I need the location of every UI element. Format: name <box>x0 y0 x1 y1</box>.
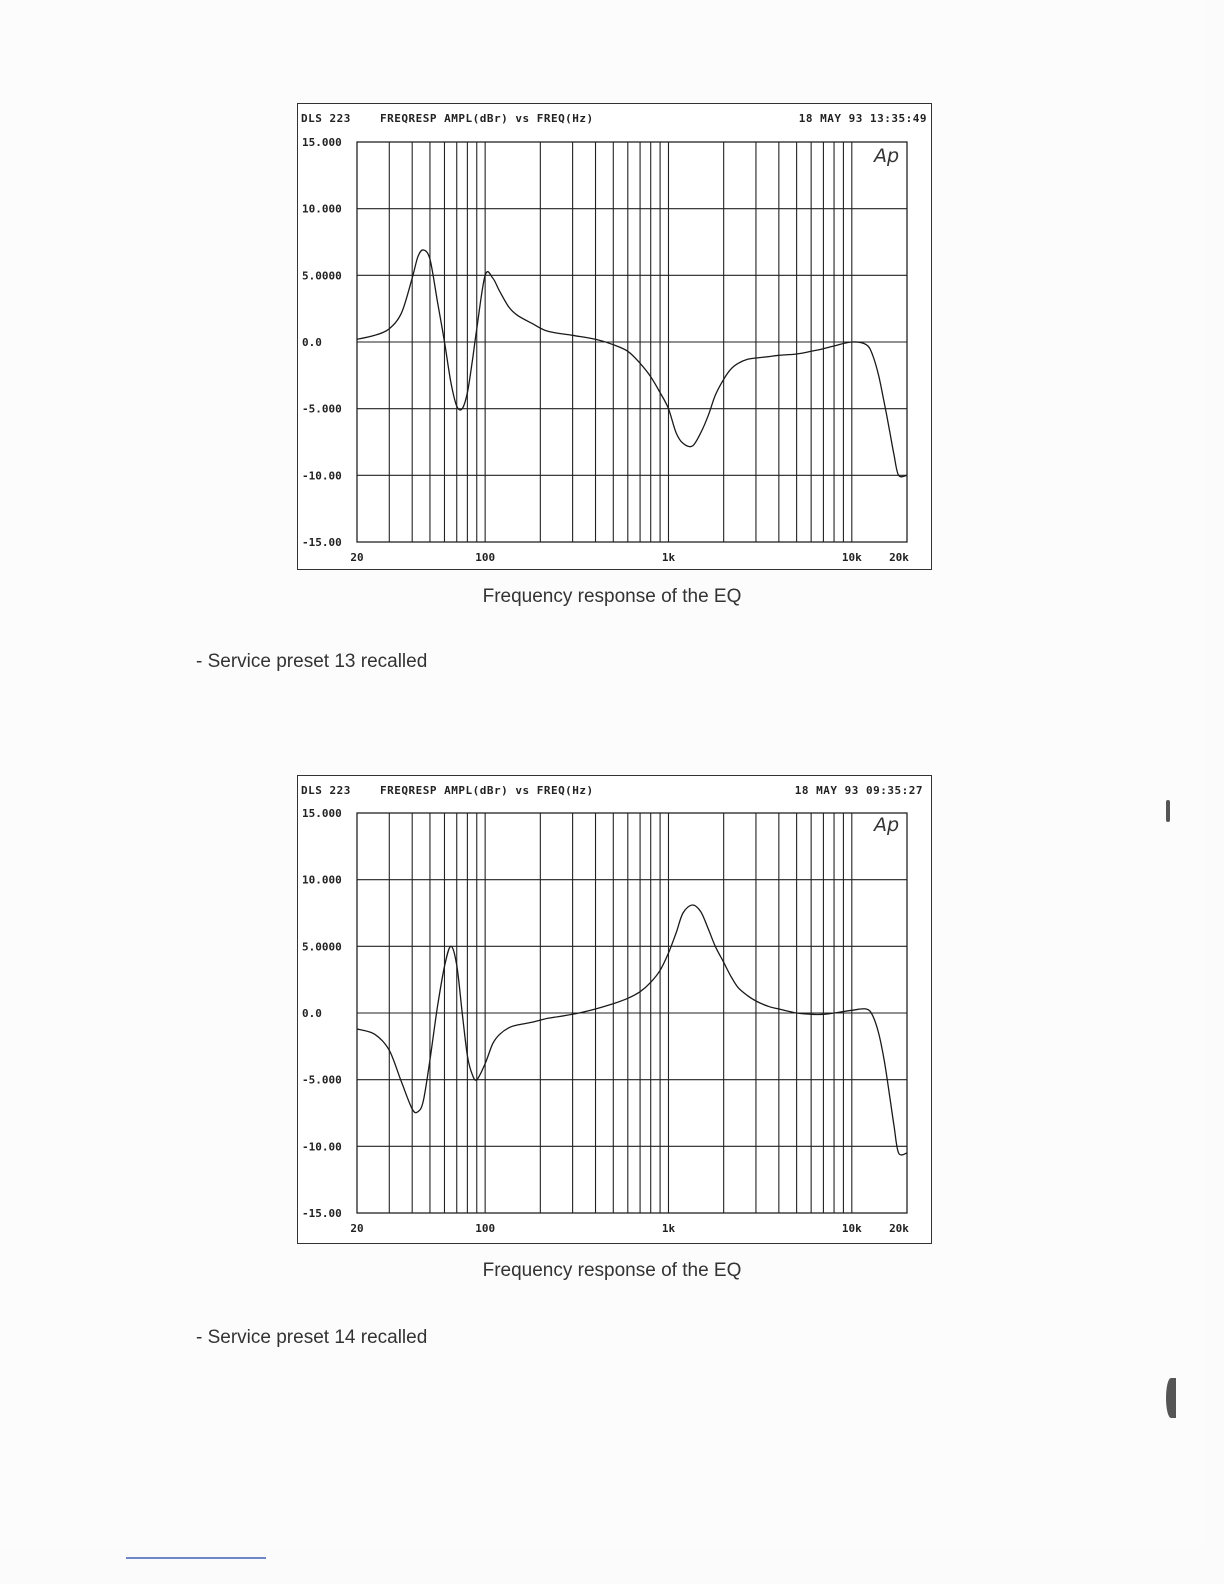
x-tick-label: 1k <box>661 551 676 564</box>
y-tick-label: 10.000 <box>302 202 342 216</box>
analyzer-logo-mark: Ap <box>874 145 900 167</box>
chart-frame <box>297 775 932 1244</box>
chart-caption: Frequency response of the EQ <box>482 586 742 607</box>
scan-edge-mark <box>1166 800 1170 822</box>
response-curve <box>357 905 907 1155</box>
y-tick-label: -15.00 <box>302 1207 342 1220</box>
y-tick-label: 0.0 <box>302 1007 322 1020</box>
chart-header-timestamp: 18 MAY 93 13:35:49 <box>798 112 927 125</box>
chart-header-left: DLS 223 <box>301 112 351 125</box>
x-tick-label: 100 <box>475 551 496 564</box>
response-curve <box>357 250 907 477</box>
x-tick-label: 10k <box>841 1222 862 1235</box>
note-text: - Service preset 13 recalled <box>196 651 428 672</box>
x-tick-label: 20 <box>350 551 364 564</box>
note-text: - Service preset 14 recalled <box>196 1327 428 1348</box>
chart-header-left: DLS 223 <box>301 784 351 797</box>
y-tick-label: -10.00 <box>302 1140 342 1154</box>
x-tick-label: 100 <box>475 1222 496 1235</box>
y-tick-label: 15.000 <box>302 136 342 149</box>
y-tick-label: -15.00 <box>302 536 342 549</box>
x-tick-label: 1k <box>661 1222 676 1235</box>
chart-header-title: FREQRESP AMPL(dBr) vs FREQ(Hz) <box>380 112 594 125</box>
chart-caption: Frequency response of the EQ <box>482 1260 742 1281</box>
x-tick-label: 10k <box>841 551 862 564</box>
chart-header-timestamp: 18 MAY 93 09:35:27 <box>794 784 923 797</box>
x-tick-label: 20 <box>350 1222 364 1235</box>
chart-header-title: FREQRESP AMPL(dBr) vs FREQ(Hz) <box>380 784 594 797</box>
chart-svg <box>298 104 933 571</box>
scan-edge-mark <box>1166 1378 1176 1418</box>
y-tick-label: 5.0000 <box>302 269 342 283</box>
chart-svg <box>298 776 933 1245</box>
x-tick-label: 20k <box>889 551 909 564</box>
y-tick-label: 0.0 <box>302 336 322 349</box>
y-tick-label: 15.000 <box>302 807 342 820</box>
y-tick-label: 10.000 <box>302 873 342 887</box>
y-tick-label: -10.00 <box>302 469 342 483</box>
y-tick-label: -5.000 <box>302 402 342 416</box>
y-tick-label: 5.0000 <box>302 940 342 954</box>
chart-frame <box>297 103 932 570</box>
y-tick-label: -5.000 <box>302 1073 342 1087</box>
x-tick-label: 20k <box>889 1222 909 1235</box>
analyzer-logo-mark: Ap <box>874 814 900 836</box>
footer-rule <box>126 1557 266 1559</box>
